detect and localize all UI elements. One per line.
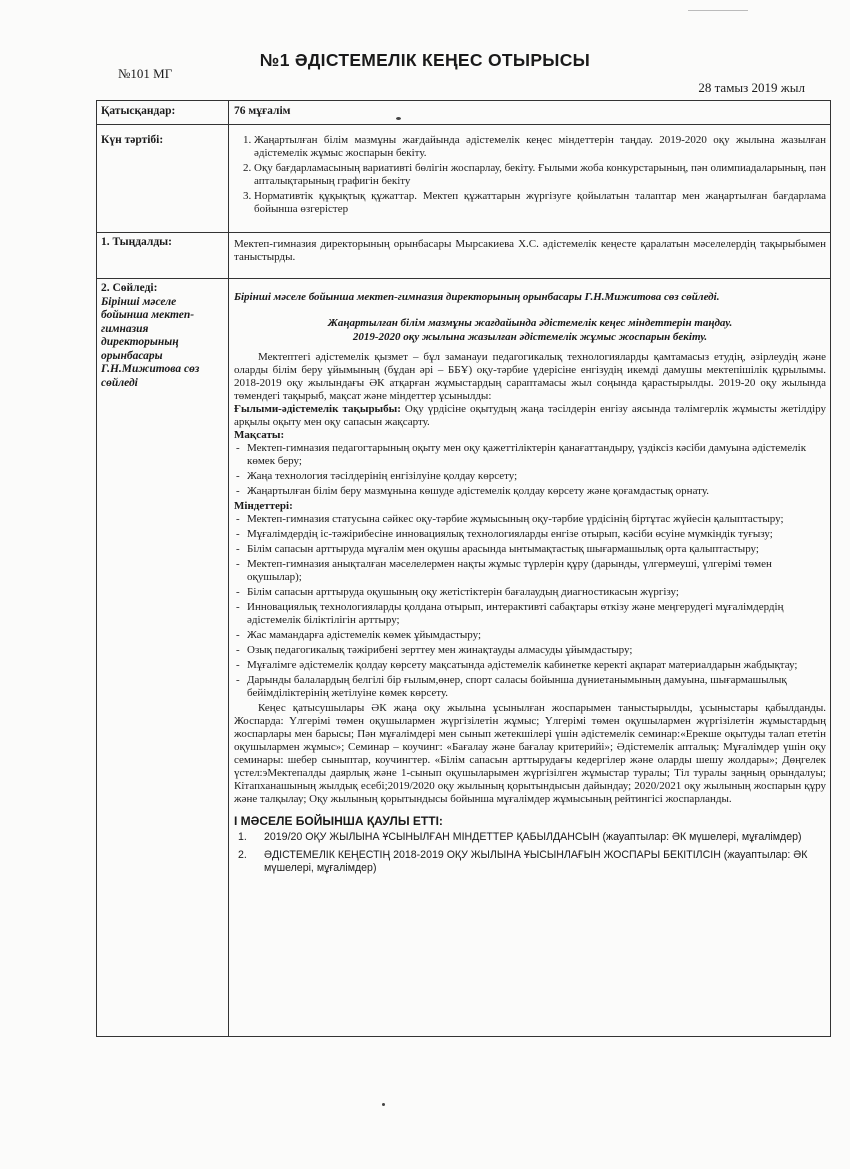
- tasks-list: [234, 513, 826, 700]
- spoke-intro: Бірінші мәселе бойынша мектеп-гимназия директорының орынбасары Г.Н.Мижитова сөз сөйледі.: [234, 291, 720, 303]
- resolution-list: [234, 831, 826, 875]
- task-item: - Озық педагогикалық тәжірибені зерттеу мен жинақтауды алмасуды ұйымдастыру;: [234, 644, 826, 657]
- resolution-title: І МӘСЕЛЕ БОЙЫНША ҚАУЛЫ ЕТТІ:: [234, 814, 443, 828]
- ink-mark: [396, 117, 401, 120]
- agenda-list: [234, 134, 826, 216]
- document-date: 28 тамыз 2019 жыл: [698, 80, 805, 95]
- spoke-heading-2: 2019-2020 оқу жылына жазылған әдістемелік жұмыс жоспарын бекіту.: [352, 331, 708, 343]
- goal-item: - Мектеп-гимназия педагогтарының оқыту мен оқу қажеттіліктерін қанағаттандыру, үздіксіз кәсіби дамуына әдістемелік көмек беру;: [234, 442, 826, 468]
- task-item: - Дарынды балалардың белгілі бір ғылым,өнер, спорт саласы бойынша дүниетанымының дамуына, шығармашылық бейімділіктерінің жетілуіне көмек көрсету.: [234, 674, 826, 700]
- row-divider: [97, 124, 830, 125]
- task-item: - Жас мамандарға әдістемелік көмек ұйымдастыру;: [234, 629, 826, 642]
- task-item: - Мұғалімге әдістемелік қолдау көрсету мақсатында әдістемелік кабинетке керекті ақпарат материалдарын жабдықтау;: [234, 659, 826, 672]
- row-divider: [97, 232, 830, 233]
- tasks-label: Міндеттері:: [234, 500, 293, 512]
- minutes-table: [96, 100, 831, 1037]
- resolution-item-text: 2019/20 ОҚУ ЖЫЛЫНА ҰСЫНЫЛҒАН МІНДЕТТЕР ҚАБЫЛДАНСЫН (жауаптылар: ӘК мүшелері, мұғалімдер): [264, 831, 802, 843]
- document-number: №101 МГ: [118, 66, 173, 81]
- agenda-item: 1. Жаңартылған білім мазмұны жағдайында әдістемелік кеңес міндеттерін таңдау. 2019-2020 оқу жылына жазылған әдістемелік жұмыс жоспарын бекіту.: [254, 134, 826, 160]
- task-item: - Мұғалімдердің іс-тәжірибесіне инновациялық технологияларды енгізе отырып, кәсіби өсуіне мүмкіндік туғызу;: [234, 528, 826, 541]
- goals-list: [234, 442, 826, 498]
- spoke-label-detail: Бірінші мәселе бойынша мектеп-гимназия директорының орынбасары Г.Н.Мижитова сөз сөйледі: [101, 295, 200, 389]
- task-item: - Мектеп-гимназия анықталған мәселелермен нақты жұмыс түрлерін құру (дарынды, үлгермеуші, үлгерімі төмен оқушылар);: [234, 558, 826, 584]
- agenda-item: 3. Нормативтік құқықтық құжаттар. Мектеп құжаттарын жүргізуге қойылатын талаптар мен жаңартылған бағдарлама бойынша өзгерістер: [254, 190, 826, 216]
- spoke-content: [234, 291, 826, 880]
- spoke-paragraph-2: Кеңес қатысушылары ӘК жаңа оқу жылына ұсынылған жоспарымен таныстырылды, ұсыныстары қабылданды. Жоспарда: Үлгерімі төмен оқушылармен жүргізілетін жұмыс; Үлгерімі төмен оқушылармен жүргізілетін жұмыстардың жоспарлары мен барысы; Пән мұғалімдері мен сынып жетекшілері үшін әдістемелік семинар:«Ерекше оқытуды талап ететін оқушылармен жұмыс»; Семинар – коучинг: «Бағалау және бағалау критерийі»; Әдістемелік апталық: Мұғалімдер үшін оқу семинары: шебер сыныптар, коучингтер. «Білім сапасын арттырудағы кедергілер және оларды шешу жолдары»; Дөңгелек үстел:эМектепалды даярлық және 1-сынып оқушыларымен жүргізілген жұмыстар туралы; Тіл туралы заңның орындалуы; Кітапханашының жылдық есебі;2019/2020 оқу жылының қорытындысын дайындау; 2020/2021 оқу жылының жоспарын құру және талқылау; Оқу жылының қорытындысы бойынша мұғалімдер жұмысының рейтингісі жоспарланды.: [234, 702, 826, 805]
- task-item: - Инновациялық технологияларды қолдана отырып, интерактивті сабақтары өткізу және меңгерудегі мұғалімдердің әдістемелік біліктілігін арттыру;: [234, 601, 826, 627]
- resolution-item: [234, 831, 826, 844]
- participants-label: Қатысқандар:: [101, 105, 176, 117]
- participants-value: 76 мұғалім: [234, 105, 291, 117]
- task-item: - Білім сапасын арттыруда оқушының оқу жетістіктерін бағалаудың диагностикасын жүргізу;: [234, 586, 826, 599]
- resolution-item-number: 2.: [238, 849, 247, 861]
- listened-text: Мектеп-гимназия директорының орынбасары Мырсакиева Х.С. әдістемелік кеңесте қаралатын мәселелердің тақырыбымен таныстырды.: [234, 238, 826, 263]
- resolution-item: [234, 849, 826, 875]
- spoke-paragraph-1: Мектептегі әдістемелік қызмет – бұл заманауи педагогикалық технологияларды қамтамасыз етудің, әзірлеудің және оларды білім беру ұйымының (бұдан әрі – ББҰ) оқу-тәрбие үдерісіне енгізудің икемді дамушы мектепішілік құрылымы. 2018-2019 оқу жылындағы ӘК атқарған жұмыстардың сараптамасы жыл соңында қарастырылды. 2019-20 оқу жылында төмендегі тақырыб, мақсат және міндеттер ұсынылды:: [234, 351, 826, 402]
- goals-label: Мақсаты:: [234, 429, 285, 441]
- listened-label: 1. Тыңдалды:: [101, 236, 172, 248]
- task-item: - Мектеп-гимназия статусына сәйкес оқу-тәрбие жұмысының оқу-тәрбие үрдісінің біртұтас жүйесін қалыптастыру;: [234, 513, 826, 526]
- goal-item: - Жаңартылған білім беру мазмұнына көшуде әдістемелік қолдау көрсету және қоғамдастық орнату.: [234, 485, 826, 498]
- scan-speck: [382, 1103, 385, 1106]
- resolution-item-text: ӘДІСТЕМЕЛІК КЕҢЕСТІҢ 2018-2019 ОҚУ ЖЫЛЫНА ҰЫСЫНЛАҒЫН ЖОСПАРЫ БЕКІТІЛСІН (жауаптылар: ӘК мүшелері, мұғалімдер): [264, 849, 808, 874]
- task-item: - Білім сапасын арттыруда мұғалім мен оқушы арасында ынтымақтастық шығармашылық орта қалыптастыру;: [234, 543, 826, 556]
- topic-line: [234, 403, 826, 429]
- spoke-label: [101, 282, 225, 390]
- column-divider: [228, 101, 229, 1036]
- resolution-item-number: 1.: [238, 831, 247, 843]
- goal-item: - Жаңа технология тәсілдерінің енгізілуіне қолдау көрсету;: [234, 470, 826, 483]
- topic-label: Ғылыми-әдістемелік тақырыбы:: [234, 403, 401, 415]
- row-divider: [97, 278, 830, 279]
- spoke-heading-1: Жаңартылған білім мазмұны жағдайында әдістемелік кеңес міндеттерін таңдау.: [327, 317, 733, 329]
- agenda-list-wrap: [234, 134, 826, 218]
- scan-speck: [688, 10, 748, 11]
- agenda-label: Күн тәртібі:: [101, 134, 164, 146]
- document-title: №1 ӘДІСТЕМЕЛІК КЕҢЕС ОТЫРЫСЫ: [259, 50, 591, 70]
- spoke-label-title: 2. Сөйледі:: [101, 282, 158, 294]
- agenda-item: 2. Оқу бағдарламасының вариативті бөлігін жоспарлау, бекіту. Ғылыми жоба конкурстарының, пән олимпиадаларының, пән апталықтарының графигін бекіту: [254, 162, 826, 188]
- topic-text: Оқу үрдісіне оқытудың жаңа тәсілдерін енгізу аясында тәлімгерлік жұмысты жетілдіру арқылы оқыту мен оқу сапасын жақсарту.: [234, 403, 826, 428]
